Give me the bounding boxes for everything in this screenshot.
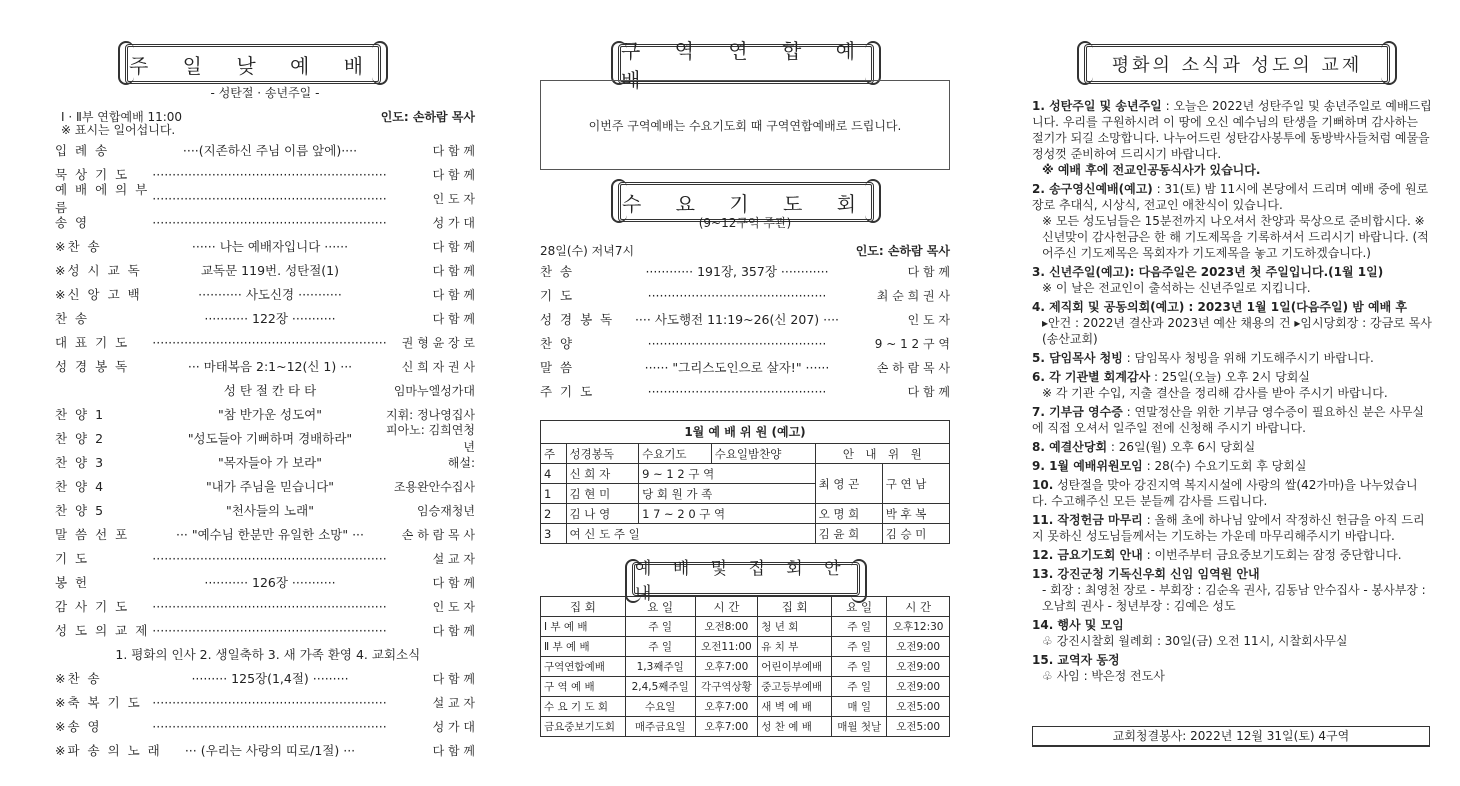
service-leader: 인도: 손하람 목사 [380, 110, 475, 124]
row-person: 조용완안수집사 [393, 479, 475, 494]
row-label: 찬 양 1 [55, 407, 106, 422]
service-row [55, 283, 475, 305]
news-item-title: 14. 행사 및 모임 [1032, 618, 1124, 632]
row-label: ※송 영 [55, 719, 102, 734]
usher-cell: 김 승 미 [882, 524, 949, 544]
news-item-extra: ※ 이 날은 전교인이 출석하는 신년주일로 지킵니다. [1042, 281, 1311, 295]
service-time: Ⅰ · Ⅱ부 연합예배 11:00 [61, 110, 183, 124]
news-item [1032, 98, 1432, 178]
news-item-title: 3. 신년주일(예고): 다음주일은 2023년 첫 주일입니다.(1월 1일) [1032, 265, 1384, 279]
row-content: 성 탄 절 칸 타 타 [223, 383, 317, 398]
row-label: ※축 복 기 도 [55, 695, 142, 710]
meetings-cell: 주 일 [832, 617, 887, 637]
news-item-title: 8. 예결산당회 [1032, 440, 1108, 454]
order-of-service [55, 139, 475, 758]
row-label: 말 씀 [540, 360, 575, 375]
row-label: ※파 송 의 노 래 [55, 743, 162, 758]
committee-cell: 1 7 ~ 2 0 구 역 [639, 504, 815, 524]
service-row [540, 284, 950, 306]
row-person: 지휘: 정나영집사 [385, 407, 475, 422]
row-content: 교독문 119번. 성탄절(1) [200, 263, 339, 278]
meetings-cell: 구 역 예 배 [541, 677, 626, 697]
service-row [55, 691, 475, 713]
row-person: 다 함 께 [432, 167, 475, 182]
news-item-title: 2. 송구영신예배(예고) [1032, 182, 1153, 196]
committee-head-part: 안 [842, 446, 854, 461]
row-content: ··························································· [152, 190, 387, 206]
meetings-cell: 오전9:00 [887, 657, 950, 677]
row-label: ※신 앙 고 백 [55, 287, 142, 302]
meetings-cell: 유 치 부 [758, 637, 832, 657]
committee-cell: 2 [541, 504, 567, 524]
meetings-cell: 주 일 [832, 677, 887, 697]
meetings-row [541, 617, 950, 637]
news-item-title: 1. 성탄주일 및 송년주일 [1032, 99, 1162, 113]
service-row [540, 308, 950, 330]
row-content: ····(지존하신 주님 이름 앞에)···· [182, 143, 358, 158]
meetings-row [541, 697, 950, 717]
row-content: ··········· 126장 ··········· [204, 575, 336, 590]
usher-cell: 박 후 복 [882, 504, 949, 524]
row-content: ··························································· [152, 622, 387, 638]
news-item [1032, 369, 1432, 401]
committee-cell: 여 신 도 주 일 [566, 524, 815, 544]
committee-head: 성경봉독 [566, 444, 639, 464]
news-item [1032, 617, 1432, 649]
service-row [55, 739, 475, 761]
service-row [55, 643, 475, 665]
usher-cell: 구 연 남 [882, 464, 949, 504]
meetings-cell: 매 일 [832, 697, 887, 717]
news-item-title: 7. 기부금 영수증 [1032, 405, 1123, 419]
news-item-body: : 28(수) 수요기도회 후 당회실 [1142, 459, 1307, 473]
row-person: 다 함 께 [432, 671, 475, 686]
news-item-title: 6. 각 기관별 회계감사 [1032, 370, 1151, 384]
row-content: ··························································· [152, 334, 387, 350]
service-row [55, 307, 475, 329]
service-row [55, 451, 475, 473]
row-label: 찬 양 2 [55, 431, 106, 446]
row-label: 묵 상 기 도 [55, 167, 130, 182]
row-person: 다 함 께 [432, 575, 475, 590]
wednesday-leader: 인도: 손하람 목사 [855, 244, 950, 258]
row-content: ··························································· [152, 598, 387, 614]
news-item [1032, 652, 1432, 684]
news-item [1032, 477, 1432, 509]
service-row [55, 235, 475, 257]
sunday-service-title: 주 일 낮 예 배 [125, 44, 381, 84]
row-person: 다 함 께 [432, 263, 475, 278]
row-label: 말 씀 선 포 [55, 527, 130, 542]
row-person: 해설: [447, 455, 475, 470]
row-label: 주 기 도 [540, 384, 595, 399]
meetings-cell: Ⅱ 부 예 배 [541, 637, 626, 657]
row-label: 예 배 에 의 부 름 [55, 182, 150, 215]
news-item-title: 12. 금요기도회 안내 [1032, 548, 1143, 562]
row-label: 찬 송 [540, 264, 575, 279]
news-item-body: : 담임목사 청빙을 위해 기도해주시기 바랍니다. [1122, 351, 1374, 365]
row-content: "천사들의 노래" [226, 503, 314, 518]
meetings-cell: 중고등부예배 [758, 677, 832, 697]
union-service-title: 구 역 연 합 예 배 [618, 44, 874, 84]
row-content: ············································· [647, 287, 827, 303]
news-item [1032, 264, 1432, 296]
news-item-extra: ※ 예배 후에 전교인공동식사가 있습니다. [1042, 163, 1261, 177]
news-item-extra: ♧ 사임 : 박은정 전도사 [1042, 669, 1165, 683]
row-label: 송 영 [55, 215, 90, 230]
row-content: "목자들아 가 보라" [218, 455, 322, 470]
row-person: 임승재청년 [417, 503, 475, 518]
news-item [1032, 566, 1432, 614]
row-label: 감 사 기 도 [55, 599, 130, 614]
meetings-head: 요 일 [625, 597, 695, 617]
row-content: ··········· 122장 ··········· [204, 311, 336, 326]
meetings-row [541, 717, 950, 737]
row-content: ······ 나는 예배자입니다 ······ [191, 239, 349, 254]
news-title: 평화의 소식과 성도의 교제 [1084, 44, 1390, 84]
news-item-body: 성탄절을 맞아 강진지역 복지시설에 사랑의 쌀(42가마)을 나누었습니다. 수고해주신 모든 분들께 감사를 드립니다. [1032, 478, 1418, 508]
row-label: 찬 양 3 [55, 455, 106, 470]
row-label: 성 경 봉 독 [55, 359, 130, 374]
row-label: 성 도 의 교 제 [55, 623, 150, 638]
service-row [55, 571, 475, 593]
meetings-cell: 청 년 회 [758, 617, 832, 637]
meetings-cell: 오전8:00 [695, 617, 758, 637]
service-row [540, 260, 950, 282]
row-label: ※찬 송 [55, 239, 102, 254]
committee-cell: 4 [541, 464, 567, 484]
usher-cell: 김 윤 희 [815, 524, 882, 544]
meetings-cell: 수요일 [625, 697, 695, 717]
meetings-cell: 주 일 [625, 637, 695, 657]
row-content: ··························································· [152, 166, 387, 182]
meetings-cell: 각구역상황 [695, 677, 758, 697]
wednesday-order [540, 258, 950, 408]
row-person: 최 순 희 권 사 [876, 288, 950, 303]
row-person: 설 교 자 [432, 551, 475, 566]
meetings-cell: 오전5:00 [887, 717, 950, 737]
usher-cell: 오 명 희 [815, 504, 882, 524]
meetings-cell: 오후7:00 [695, 697, 758, 717]
meetings-cell: 매월 첫날 [832, 717, 887, 737]
meetings-head: 요 일 [832, 597, 887, 617]
row-label: 기 도 [540, 288, 575, 303]
meetings-head: 시 간 [695, 597, 758, 617]
news-item-body: : 오늘은 2022년 성탄주일 및 송년주일로 예배드립니다. 우리를 구원하시려 이 땅에 오신 예수님의 탄생을 기뻐하며 감사하는 절기가 되길 소망합니다. 나누어드린 성탄감사봉투에 동방박사들처럼 예물을 정성껏 준비하여 드리시기 바랍니다. [1032, 99, 1432, 161]
committee-cell: 김 현 미 [566, 484, 639, 504]
row-content: ········· 125장(1,4절) ········· [191, 671, 349, 686]
service-row [540, 380, 950, 402]
committee-head-part: 원 [910, 446, 922, 461]
row-content: ··· 마태복음 2:1~12(신 1) ··· [187, 359, 353, 374]
service-row [55, 547, 475, 569]
row-content: ············································· [647, 335, 827, 351]
row-label: 입 례 송 [55, 143, 110, 158]
row-content: ··························································· [152, 694, 387, 710]
news-item [1032, 404, 1432, 436]
row-person: 9 ~ 1 2 구 역 [874, 336, 950, 351]
news-item [1032, 181, 1432, 261]
row-label: 찬 양 [540, 336, 575, 351]
service-row [55, 139, 475, 161]
news-item [1032, 439, 1432, 455]
meetings-row [541, 637, 950, 657]
row-label: ※찬 송 [55, 671, 102, 686]
meetings-head: 집 회 [758, 597, 832, 617]
meetings-cell: 주 일 [625, 617, 695, 637]
news-item-extra: ♧ 강진시찰회 월례회 : 30일(금) 오전 11시, 시찰회사무실 [1042, 634, 1348, 648]
news-item-extra: ※ 각 기관 수입, 지출 결산을 정리해 감사를 받아 주시기 바랍니다. [1042, 386, 1388, 400]
row-content: "성도들아 기뻐하며 경배하라" [187, 431, 353, 446]
row-person: 인 도 자 [432, 599, 475, 614]
service-row [540, 356, 950, 378]
row-label: 찬 양 5 [55, 503, 106, 518]
row-content: ······ "그리스도인으로 살자!" ······ [644, 360, 830, 375]
service-row [55, 355, 475, 377]
row-person: 다 함 께 [432, 623, 475, 638]
meetings-cell: 오전5:00 [887, 697, 950, 717]
committee-head-part: 위 [888, 446, 900, 461]
news-item-extra: - 회장 : 최영천 장로 - 부회장 : 김순옥 권사, 김동남 안수집사 - 봉사부장 : 오남희 권사 - 청년부장 : 김예은 성도 [1042, 583, 1426, 613]
committee-cell: 1 [541, 484, 567, 504]
news-item [1032, 512, 1432, 544]
news-item-extra: ▸안건 : 2022년 결산과 2023년 예산 채용의 건 ▸임시당회장 : 강금로 목사(송산교회) [1042, 316, 1432, 346]
service-row [55, 182, 475, 215]
news-item-title: 9. 1월 예배위원모임 [1032, 459, 1143, 473]
meetings-cell: 어린이부예배 [758, 657, 832, 677]
news-item-body: : 26일(월) 오후 6시 당회실 [1107, 440, 1256, 454]
row-label: ※성 시 교 독 [55, 263, 142, 278]
service-row [55, 259, 475, 281]
news-list [1032, 98, 1432, 687]
news-item-body: : 이번주부터 금요중보기도회는 잠정 중단합니다. [1142, 548, 1402, 562]
meetings-cell: 오전9:00 [887, 637, 950, 657]
service-row [55, 667, 475, 689]
wednesday-date: 28일(수) 저녁7시 [540, 244, 635, 258]
row-content: ············································· [647, 383, 827, 399]
row-person: 다 함 께 [907, 384, 950, 399]
service-row [55, 523, 475, 545]
row-person: 다 함 께 [432, 311, 475, 326]
row-person: 성 가 대 [432, 719, 475, 734]
meetings-cell: 주 일 [832, 637, 887, 657]
row-person: 인 도 자 [432, 191, 475, 206]
news-item-title: 4. 제직회 및 공동의회(예고) : 2023년 1월 1일(다음주일) 밤 예배 후 [1032, 300, 1407, 314]
committee-head: 수요일밤찬양 [711, 444, 815, 464]
news-item-title: 10. [1032, 478, 1054, 492]
meetings-cell: 매주금요일 [625, 717, 695, 737]
row-person: 성 가 대 [432, 215, 475, 230]
union-service-text: 이번주 구역예배는 수요기도회 때 구역연합예배로 드립니다. [588, 118, 902, 133]
row-person: 신 희 자 권 사 [401, 359, 475, 374]
row-label: 찬 양 4 [55, 479, 106, 494]
row-person: 다 함 께 [432, 287, 475, 302]
meetings-cell: 오후12:30 [887, 617, 950, 637]
committee-cell: 김 나 영 [566, 504, 639, 524]
meetings-cell: Ⅰ 부 예 배 [541, 617, 626, 637]
news-item-title: 5. 담임목사 청빙 [1032, 351, 1123, 365]
committee-cell: 9 ~ 1 2 구 역 [639, 464, 815, 484]
news-item [1032, 350, 1432, 366]
row-label: 찬 송 [55, 311, 90, 326]
committee-head [815, 444, 949, 464]
meetings-cell: 오전9:00 [887, 677, 950, 697]
row-person: 다 함 께 [432, 743, 475, 758]
committee-cell: 3 [541, 524, 567, 544]
row-content: ··· (우리는 사랑의 띠로/1절) ··· [184, 743, 356, 758]
row-person: 권 형 윤 장 로 [401, 335, 475, 350]
wednesday-subtitle: (9~12구역 주관) [698, 216, 792, 230]
service-row [55, 499, 475, 521]
news-item-body: : 올해 초에 하나님 앞에서 작정하신 헌금을 아직 드리지 못하신 성도님들께서는 기도하는 가운데 마무리해주시기 바랍니다. [1032, 513, 1425, 543]
news-item-body: : 연말정산을 위한 기부금 영수증이 필요하신 분은 사무실에 직접 오셔서 일주일 전에 신청해 주시기 바랍니다. [1032, 405, 1425, 435]
committee-title: 1월 예 배 위 원 (예고) [540, 420, 950, 443]
service-row [55, 423, 475, 454]
news-item [1032, 299, 1432, 347]
row-person: 손 하 람 목 사 [876, 360, 950, 375]
row-person: 설 교 자 [432, 695, 475, 710]
cleaning-text: 교회청결봉사: 2022년 12월 31일(토) 4구역 [1112, 729, 1350, 743]
service-subtitle: - 성탄절 · 송년주일 - [210, 86, 320, 100]
meetings-cell: 2,4,5째주일 [625, 677, 695, 697]
row-content: "참 반가운 성도여" [218, 407, 322, 422]
row-person: 다 함 께 [907, 264, 950, 279]
service-row [55, 379, 475, 401]
cleaning-box [1032, 726, 1430, 747]
standing-note: ※ 표시는 일어섭니다. [61, 123, 176, 137]
row-content: 1. 평화의 인사 2. 생일축하 3. 새 가족 환영 4. 교회소식 [115, 647, 421, 662]
service-row [55, 331, 475, 353]
meetings-cell: 금요중보기도회 [541, 717, 626, 737]
service-row [55, 619, 475, 641]
news-item-title: 13. 강진군청 기독신우회 신임 임역원 안내 [1032, 567, 1260, 581]
service-row [55, 715, 475, 737]
row-content: "내가 주님을 믿습니다" [205, 479, 335, 494]
meetings-cell: 주 일 [832, 657, 887, 677]
news-item-title: 11. 작정헌금 마무리 [1032, 513, 1143, 527]
row-label: 성 경 봉 독 [540, 312, 615, 327]
row-person: 다 함 께 [432, 239, 475, 254]
row-label: 봉 헌 [55, 575, 90, 590]
meetings-cell: 오전11:00 [695, 637, 758, 657]
news-item-title: 15. 교역자 동정 [1032, 653, 1120, 667]
meetings-row [541, 657, 950, 677]
wednesday-prayer-title: 수 요 기 도 회 [618, 182, 874, 222]
news-item-body: : 25일(오늘) 오후 2시 당회실 [1150, 370, 1310, 384]
news-item [1032, 458, 1432, 474]
service-row [55, 211, 475, 233]
union-service-box [540, 80, 950, 170]
row-content: ··························································· [152, 214, 387, 230]
news-item-extra: ※ 모든 성도님들은 15분전까지 나오셔서 찬양과 묵상으로 준비합시다. ※ 신년맞이 감사헌금은 한 해 기도제목을 기록하셔서 드리시기 바랍니다. (적어주신 기도제목은 목회자가 기도제목을 놓고 기도하겠습니다.) [1042, 214, 1429, 260]
committee-table [540, 443, 950, 544]
january-committee [540, 420, 950, 544]
meetings-cell: 오후7:00 [695, 717, 758, 737]
row-person: 피아노: 김희연청년 [385, 423, 475, 454]
usher-cell: 최 영 곤 [815, 464, 882, 504]
meetings-head: 집 회 [541, 597, 626, 617]
news-item-body: : 31(토) 밤 11시에 본당에서 드리며 예배 중에 원로장로 추대식, 시상식, 전교인 애찬식이 있습니다. [1032, 182, 1429, 212]
meetings-cell: 1,3째주일 [625, 657, 695, 677]
row-content: ············ 191장, 357장 ············ [645, 264, 829, 279]
meetings-cell: 구역연합예배 [541, 657, 626, 677]
row-label: 기 도 [55, 551, 90, 566]
service-row [55, 475, 475, 497]
committee-head: 수요기도 [639, 444, 712, 464]
row-label: 대 표 기 도 [55, 335, 130, 350]
news-item [1032, 547, 1432, 563]
meetings-head: 시 간 [887, 597, 950, 617]
row-content: ··········· 사도신경 ··········· [198, 287, 342, 302]
row-person: 임마누엘성가대 [393, 383, 475, 398]
meetings-title: 예 배 및 집 회 안 내 [632, 562, 860, 596]
service-row [55, 595, 475, 617]
meetings-cell: 새 벽 예 배 [758, 697, 832, 717]
row-content: ··························································· [152, 718, 387, 734]
meetings-row [541, 677, 950, 697]
meetings-cell: 성 찬 예 배 [758, 717, 832, 737]
row-content: ··· "예수님 한분만 유일한 소망" ··· [175, 527, 365, 542]
row-person: 손 하 람 목 사 [401, 527, 475, 542]
committee-head-part: 내 [865, 446, 877, 461]
row-content: ···· 사도행전 11:19~26(신 207) ···· [634, 312, 840, 327]
row-person: 인 도 자 [907, 312, 950, 327]
meetings-cell: 오후7:00 [695, 657, 758, 677]
row-content: ··························································· [152, 550, 387, 566]
meetings-table [540, 596, 950, 737]
row-person: 다 함 께 [432, 143, 475, 158]
service-row [540, 332, 950, 354]
meetings-cell: 수 요 기 도 회 [541, 697, 626, 717]
committee-cell: 당 회 원 가 족 [639, 484, 815, 504]
committee-head: 주 [541, 444, 567, 464]
committee-cell: 신 희 자 [566, 464, 639, 484]
